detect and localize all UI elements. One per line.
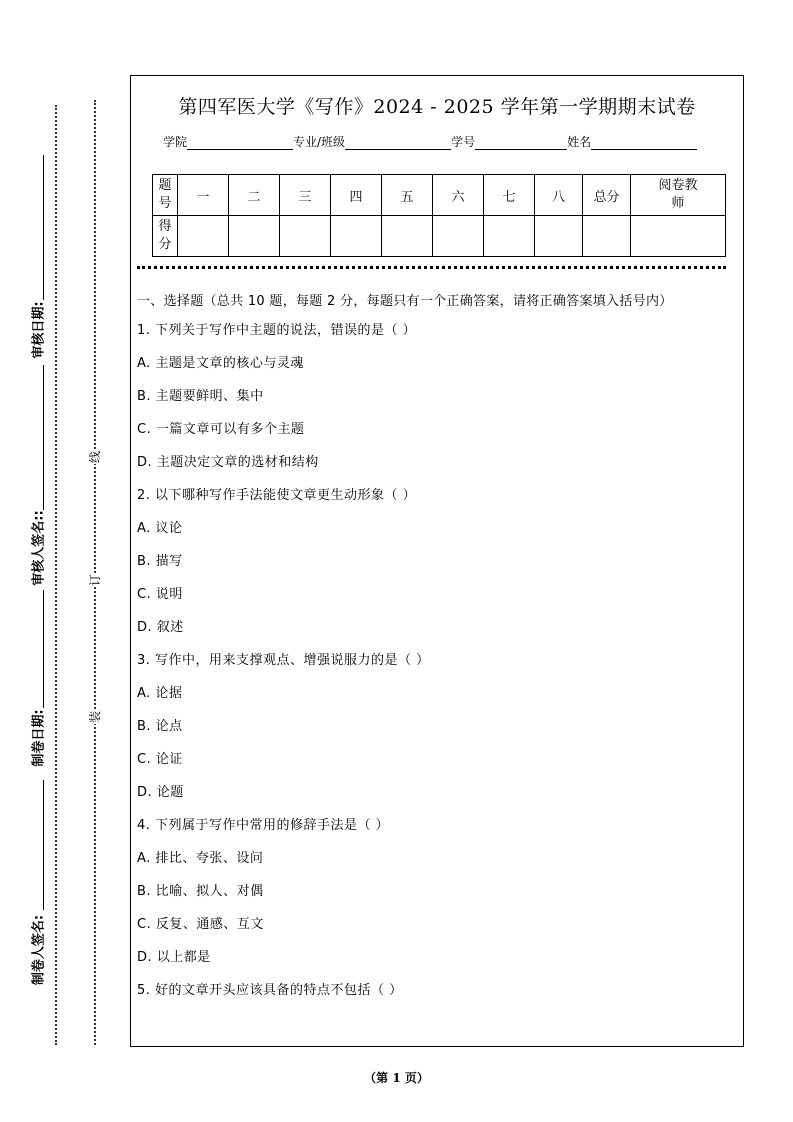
col-header: 三 xyxy=(280,175,331,216)
option-item: A. 主题是文章的核心与灵魂 xyxy=(137,356,304,371)
col-header: 总分 xyxy=(583,175,631,216)
option-item: C. 论证 xyxy=(137,752,183,767)
major-label: 专业/班级 xyxy=(293,135,346,149)
option-item: D. 叙述 xyxy=(137,620,184,635)
college-label: 学院 xyxy=(163,135,188,149)
option-item: B. 主题要鲜明、集中 xyxy=(137,389,264,404)
separator-dotted xyxy=(137,266,726,269)
binding-char-staple: 订 xyxy=(88,574,102,587)
score-cell[interactable] xyxy=(433,216,484,257)
option-item: D. 主题决定文章的选材和结构 xyxy=(137,455,319,470)
col-header: 一 xyxy=(178,175,229,216)
outer-dotted-line xyxy=(55,105,57,1045)
option-item: B. 论点 xyxy=(137,719,183,734)
row-label-score: 得分 xyxy=(153,216,178,257)
score-cell[interactable] xyxy=(280,216,331,257)
option-item: C. 反复、通感、互文 xyxy=(137,917,264,932)
option-item: B. 比喻、拟人、对偶 xyxy=(137,884,264,899)
student-id-field[interactable] xyxy=(475,137,567,150)
col-header: 六 xyxy=(433,175,484,216)
binding-char-line: 线 xyxy=(88,451,102,464)
college-field[interactable] xyxy=(187,137,293,150)
question-stem: 4. 下列属于写作中常用的修辞手法是（ ） xyxy=(137,818,390,833)
major-field[interactable] xyxy=(345,137,451,150)
score-cell[interactable] xyxy=(535,216,583,257)
col-header: 二 xyxy=(229,175,280,216)
exam-paper-frame xyxy=(130,75,744,1047)
score-cell[interactable] xyxy=(229,216,280,257)
col-header: 七 xyxy=(484,175,535,216)
binding-char-fold: 装 xyxy=(88,711,102,724)
question-stem: 3. 写作中，用来支撑观点、增强说服力的是（ ） xyxy=(137,653,430,668)
student-id-label: 学号 xyxy=(451,135,476,149)
col-header: 四 xyxy=(331,175,382,216)
exam-title: 第四军医大学《写作》2024 - 2025 学年第一学期期末试卷 xyxy=(178,96,696,118)
make-date-line xyxy=(43,590,44,708)
score-cell[interactable] xyxy=(484,216,535,257)
question-stem: 5. 好的文章开头应该具备的特点不包括（ ） xyxy=(137,983,403,998)
option-item: C. 一篇文章可以有多个主题 xyxy=(137,422,305,437)
score-table-score-row xyxy=(153,216,726,257)
col-header: 五 xyxy=(382,175,433,216)
page-number: （第 1 页） xyxy=(364,1071,429,1085)
score-cell[interactable] xyxy=(631,216,726,257)
score-cell[interactable] xyxy=(331,216,382,257)
option-item: A. 排比、夸张、设问 xyxy=(137,851,264,866)
score-table xyxy=(152,174,726,257)
option-item: D. 论题 xyxy=(137,785,184,800)
score-cell[interactable] xyxy=(583,216,631,257)
col-header-grader: 阅卷教师 xyxy=(631,175,726,216)
maker-sign-line xyxy=(43,780,44,910)
section-heading: 一、选择题（总共 10 题，每题 2 分，每题只有一个正确答案，请将正确答案填入括号内） xyxy=(137,294,673,309)
score-table-header-row xyxy=(153,175,726,216)
name-label: 姓名 xyxy=(567,135,592,149)
option-item: A. 议论 xyxy=(137,521,183,536)
score-cell[interactable] xyxy=(178,216,229,257)
option-item: A. 论据 xyxy=(137,686,183,701)
question-content xyxy=(137,290,737,1012)
score-cell[interactable] xyxy=(382,216,433,257)
student-info-row xyxy=(163,133,697,150)
option-item: D. 以上都是 xyxy=(137,950,211,965)
review-date-line xyxy=(43,155,44,300)
reviewer-sign-line xyxy=(43,365,44,510)
row-label-question: 题号 xyxy=(153,175,178,216)
col-header: 八 xyxy=(535,175,583,216)
option-item: B. 描写 xyxy=(137,554,183,569)
question-stem: 1. 下列关于写作中主题的说法，错误的是（ ） xyxy=(137,323,417,338)
question-stem: 2. 以下哪种写作手法能使文章更生动形象（ ） xyxy=(137,488,417,503)
name-field[interactable] xyxy=(591,137,697,150)
option-item: C. 说明 xyxy=(137,587,183,602)
